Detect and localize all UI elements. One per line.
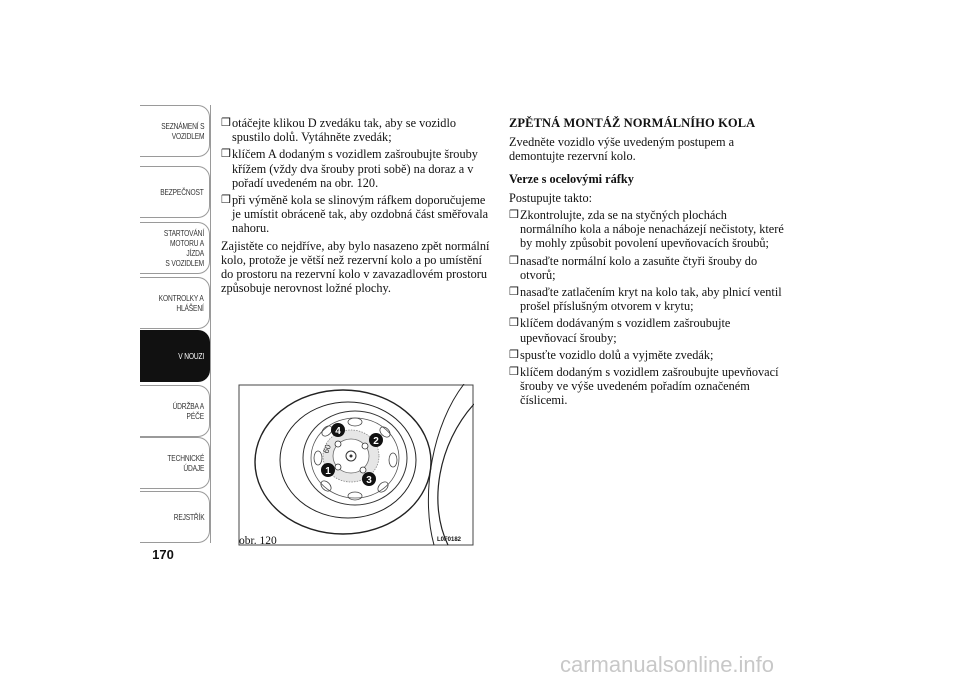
right-column [509,116,784,411]
list-item-text: klíčem dodávaným s vozidlem zašroubujte upevňovací šrouby; [520,316,731,345]
tab-label: BEZPEČNOST [160,187,204,197]
wheel-illustration [238,384,474,546]
watermark: carmanualsonline.info [560,652,775,677]
subheading: Verze s ocelovými ráfky [509,171,634,186]
list-item-text: Zkontrolujte, zda se na styčných plochách normálního kola a náboje nenacházejí nečistoty, které by mohly způsobit povolení upevňovacích šroubů; [520,208,784,251]
wheel-figure [238,384,474,546]
tab-label: SEZNÁMENÍ S VOZIDLEM [160,121,204,141]
tab-label: V NOUZI [178,351,204,361]
bullet-box-icon: ❒ [509,286,519,299]
list-item [221,116,491,144]
list-item-text: nasaďte zatlačením kryt na kolo tak, aby plnicí ventil prošel příslušným otvorem v krytu; [520,285,782,314]
list-item-text: klíčem dodaným s vozidlem zašroubujte upevňovací šrouby ve výše uvedeném pořadím označeném číslicemi. [520,365,779,408]
figure-code: L0F0182 [437,537,462,543]
steps-intro: Postupujte takto: [509,190,593,205]
tab-udrzba[interactable] [140,385,210,437]
list-item [509,348,784,362]
left-column [221,116,491,295]
body-arc [438,404,474,545]
bullet-box-icon: ❒ [509,366,519,379]
bolt-label-3: 3 [366,475,372,486]
body-arc-inner [428,384,464,545]
list-item [509,254,784,282]
list-item [221,193,491,236]
list-item-text: při výměně kola se slinovým ráfkem doporučujeme je umístit obráceně tak, aby ozdobná část směřovala nahoru. [232,193,489,236]
sidebar-divider [210,105,211,543]
bullet-box-icon: ❒ [509,209,519,222]
list-item [509,208,784,251]
tab-rejstrik[interactable] [140,491,210,543]
hub-marking: 60 [321,443,333,455]
list-item-text: otáčejte klikou D zvedáku tak, aby se vozidlo spustilo dolů. Vytáhněte zvedák; [232,116,457,145]
bolt-label-1: 1 [325,466,331,477]
bullet-box-icon: ❒ [509,317,519,330]
section-heading: ZPĚTNÁ MONTÁŽ NORMÁLNÍHO KOLA [509,116,756,130]
list-item-text: spusťte vozidlo dolů a vyjměte zvedák; [520,347,714,362]
list-item [221,147,491,190]
paragraph: Zajistěte co nejdříve, aby bylo nasazeno zpět normální kolo, protože je větší než rezervní kolo a po umístění do prostoru na rezervní kolo v zavazadlovém prostoru způsobuje nerovnost ložné plochy. [221,238,490,296]
tab-v-nouzi[interactable] [140,330,210,382]
figure-caption: obr. 120 [239,535,277,547]
list-item-text: nasaďte normální kolo a zasuňte čtyři šrouby do otvorů; [520,253,758,282]
bullet-box-icon: ❒ [509,348,519,361]
bolt-label-2: 2 [373,436,379,447]
bullet-box-icon: ❒ [221,148,231,161]
tab-bezpecnost[interactable] [140,166,210,218]
tab-seznameni[interactable] [140,105,210,157]
tab-label: STARTOVÁNÍ MOTORU A JÍZDA S VOZIDLEM [163,228,204,268]
bolt-label-4: 4 [335,426,341,437]
bullet-box-icon: ❒ [221,117,231,129]
tab-label: TECHNICKÉ ÚDAJE [167,453,204,473]
bullet-box-icon: ❒ [221,194,231,207]
list-item [509,365,784,408]
tab-label: ÚDRŽBA A PÉČE [172,401,204,421]
list-item-text: klíčem A dodaným s vozidlem zašroubujte šrouby křížem (vždy dva šrouby proti sobě) na doraz a v pořadí uvedeném na obr. 120. [232,147,478,190]
tab-label: KONTROLKY A HLÁŠENÍ [159,293,204,313]
list-item [509,316,784,344]
bullet-box-icon: ❒ [509,254,519,267]
tab-kontrolky[interactable] [140,277,210,329]
intro-paragraph: Zvedněte vozidlo výše uvedeným postupem a demontujte rezervní kolo. [509,135,735,164]
tab-label: REJSTŘÍK [173,512,204,522]
page-number: 170 [152,547,174,562]
tab-technicke[interactable] [140,437,210,489]
tab-startovani[interactable] [140,222,210,274]
list-item [509,285,784,313]
